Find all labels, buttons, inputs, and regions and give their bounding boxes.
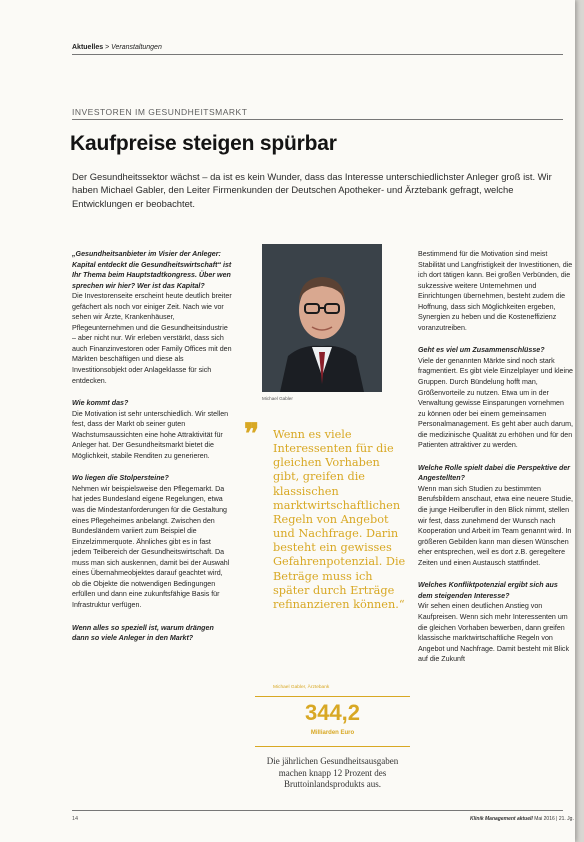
interview-answer: Bestimmend für die Motivation sind meist Stabilität und Langfristigkeit der Investitionen, die ich dort tätigen kann. Bei großen Verbünden, die sukzessive weitere Unternehmen und Einrichtungen übernehmen, besteht zudem die Hoffnung, dass sich Möglichkeiten ergeben, Synergien zu heben und die Kosteneffizienz voranzutreiben. xyxy=(418,250,573,332)
stat-value: 344,2 xyxy=(304,700,361,725)
quote-mark-icon: ❞ xyxy=(244,417,260,450)
interview-answer: Wenn man sich Studien zu bestimmten Berufsbildern anschaut, etwa eine neuere Studie, die junge Heilberufler in den Blick nimmt, stellen wir fest, dass zunehmend der Wunsch nach Kooperation und Arbeit im Team genannt wird. In größeren Gebilden kann man diesen Wünschen eher entsprechen, weil es dort z.B. geregeltere Zeiten und einen Austausch stattfindet. xyxy=(418,484,573,567)
breadcrumb xyxy=(72,44,162,51)
interview-question: „Gesundheitsanbieter im Visier der Anleger: Kapital entdeckt die Gesundheitswirtschaft“ ist Ihr Thema beim Hauptstadtkongress. Über wen sprechen wir hier? Wer ist das Kapital? xyxy=(72,250,232,290)
footer-publication xyxy=(470,816,574,822)
interview-answer: Wir sehen einen deutlichen Anstieg von Kaufpreisen. Wenn sich mehr Interessenten um die gleichen Vorhaben bewerben, dann greifen klassische marktwirtschaftliche Regeln von Angebot und Nachfrage. Damit besteht mit Blick auf die Zukunft xyxy=(418,602,570,664)
stat-rule-bottom xyxy=(255,746,410,747)
header-rule xyxy=(72,54,563,55)
interview-question: Welches Konfliktpotenzial ergibt sich aus dem steigenden Interesse? xyxy=(418,581,558,600)
photo-caption: Michael Gabler xyxy=(262,396,293,401)
stat-rule-top xyxy=(255,696,410,697)
pull-quote-source: Michael Gabler, Ärztebank xyxy=(273,685,330,690)
interview-answer: Nehmen wir beispielsweise den Pflegemarkt. Da hat jedes Bundesland eigene Regelungen, etwa was die Mindestanforderungen für die Gestaltung eines Pflegeheimes anbelangt. Zwischen den Bundesländern variiert zum Beispiel die Einzelzimmerquote. Ähnliches gibt es in fast jedem Teilbereich der Gesundheitswirtschaft. Da muss man sich auskennen, damit bei der Auswahl eines Übernahmeobjektes darauf geachtet wird, ob die Objekte die notwendigen Bedingungen erfüllen und dann eine zukunftsfähige Basis für Infrastruktur verfügen. xyxy=(72,484,230,609)
portrait-illustration xyxy=(262,244,382,392)
footer-rule xyxy=(72,810,563,811)
interview-question: Wie kommt das? xyxy=(72,399,129,408)
interview-question: Geht es viel um Zusammenschlüsse? xyxy=(418,346,545,355)
interview-answer: Die Investorenseite erscheint heute deutlich breiter gefächert als noch vor einiger Zeit. Nach wie vor sehen wir Ärzte, Krankenhäuser, Pflegeunternehmen und die Gesundheitsindustrie – aber nicht nur. Wir erleben verstärkt, dass sich auch Finanzinvestoren oder Family Offices mit den Märkten beschäftigen und diese als Investitionsobjekt oder Anlageklasse für sich entdecken. xyxy=(72,292,232,385)
article-title: Kaufpreise steigen spürbar xyxy=(70,132,337,155)
breadcrumb-section[interactable]: Aktuelles xyxy=(72,44,104,51)
stat-description: Die jährlichen Gesundheitsausgaben machen knapp 12 Prozent des Bruttoinlandsprodukts aus. xyxy=(266,756,399,789)
text-column-left xyxy=(72,249,232,644)
interview-answer: Viele der genannten Märkte sind noch stark fragmentiert. Es gibt viele Einzelplayer und kleine Gruppen. Durch Bündelung hofft man, Größenvorteile zu nutzen. Etwa um in der Verwaltung gewisse Einsparungen vornehmen zu können oder bei einem gemeinsamen Personalmanagement. Es geht aber auch darum, die medizinische Qualität zu erhöhen und für den Patienten attraktiver zu werden. xyxy=(418,356,573,450)
text-column-right xyxy=(418,249,573,677)
page-number: 14 xyxy=(72,816,79,822)
breadcrumb-subsection[interactable]: Veranstaltungen xyxy=(111,44,162,51)
interview-question: Welche Rolle spielt dabei die Perspektive der Angestellten? xyxy=(418,463,571,483)
footer-magazine: Klinik Management aktuell xyxy=(470,816,533,822)
breadcrumb-separator: > xyxy=(105,44,110,51)
kicker-rule xyxy=(72,119,563,120)
article-kicker: INVESTOREN IM GESUNDHEITSMARKT xyxy=(72,107,248,117)
pull-quote: Wenn es viele Interessenten für die gleichen Vorhaben gibt, greifen die klassischen marktwirtschaftlichen Regeln von Angebot und Nachfrage. Darin besteht ein gewisses Gefahrenpotenzial. Die Beträge muss ich später durch Erträge refinanzieren können.“ xyxy=(273,428,406,611)
article-lead: Der Gesundheitssektor wächst – da ist es kein Wunder, dass das Interesse unterschiedlichster Anleger groß ist. Wir haben Michael Gabler, den Leiter Firmenkunden der Deutschen Apotheker- und Ärztebank gefragt, welche Entwicklungen er beobachtet. xyxy=(72,171,552,209)
footer-issue: Mai 2016 | 21. Jg. xyxy=(534,816,574,822)
portrait-photo xyxy=(262,244,382,392)
interview-question: Wenn alles so speziell ist, warum drängen dann so viele Anleger in den Markt? xyxy=(72,623,214,643)
interview-question: Wo liegen die Stolpersteine? xyxy=(72,474,169,483)
interview-answer: Die Motivation ist sehr unterschiedlich. Wir stellen fest, dass der Markt ob seiner guten Wachstumsaussichten eine hohe Attraktivität für Anleger hat. Der Gesundheitsmarkt bietet die Möglichkeit, stabile Renditen zu generieren. xyxy=(72,409,229,460)
stat-unit: Milliarden Euro xyxy=(310,730,355,736)
